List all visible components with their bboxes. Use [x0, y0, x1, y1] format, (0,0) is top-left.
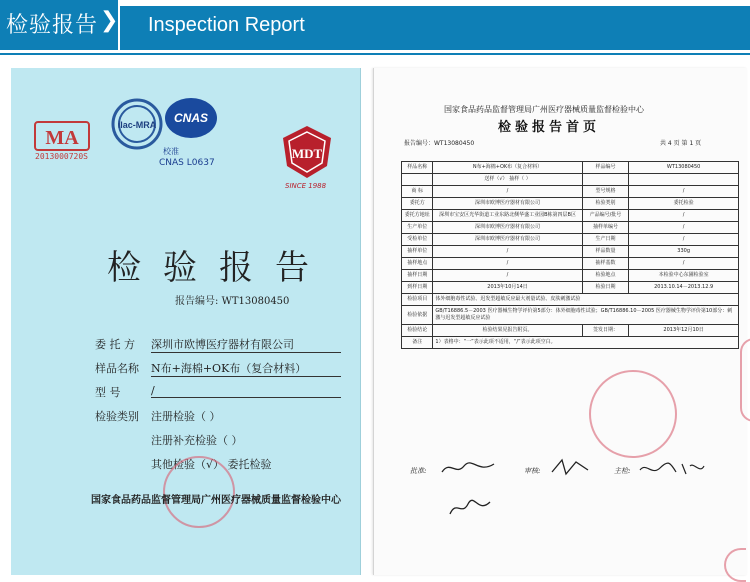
seam-stamp	[740, 338, 750, 422]
table-cell: 深圳市欧博医疗器材有限公司	[433, 222, 582, 234]
table-cell: /	[433, 270, 582, 282]
table-cell: 抽样单编号	[582, 222, 629, 234]
cma-logo-icon	[33, 118, 91, 154]
table-cell: 送样（√） 抽样（ ）	[433, 174, 582, 186]
table-row	[402, 210, 739, 222]
table-cell: 委托方地址	[402, 210, 433, 222]
banner-divider	[0, 53, 750, 55]
table-cell: 商 标	[402, 186, 433, 198]
report-table-body	[402, 162, 739, 349]
category-label: 检验类别	[95, 410, 139, 423]
page-title: 检验报告首页	[498, 120, 601, 135]
ilac-logo-text: ilac-MRA	[117, 120, 157, 130]
table-cell: 生产日期	[582, 234, 629, 246]
table-row	[402, 294, 739, 306]
approver-signature-icon	[438, 458, 498, 478]
table-cell	[629, 174, 739, 186]
cnas-logo-icon	[161, 94, 221, 144]
table-cell: 检验地点	[582, 270, 629, 282]
table-cell: /	[629, 258, 739, 270]
sign-review-label: 审核:	[524, 467, 541, 475]
table-cell: /	[629, 234, 739, 246]
model-text: /	[151, 384, 155, 397]
table-cell: 检验结论	[402, 325, 433, 337]
table-cell: 备注	[402, 337, 433, 349]
table-row	[402, 222, 739, 234]
cma-code: 2013000720S	[35, 152, 88, 161]
table-cell: 2013年10月14日	[433, 282, 582, 294]
page-count: 共 4 页 第 1 页	[660, 140, 702, 147]
table-cell: 生产单位	[402, 222, 433, 234]
cnas-logo-text: CNAS	[173, 111, 209, 125]
table-cell: 深圳市欧博医疗器材有限公司	[433, 234, 582, 246]
table-row	[402, 258, 739, 270]
table-cell: 型号规格	[582, 186, 629, 198]
banner-right-block	[120, 6, 750, 50]
table-cell: 检验日期	[582, 282, 629, 294]
table-cell: /	[629, 210, 739, 222]
sample-label: 样品名称	[95, 362, 139, 375]
table-cell: 抽样日期	[402, 270, 433, 282]
table-cell: 签发日期：	[582, 325, 629, 337]
page-report-number: 报告编号：WT13080450	[404, 140, 475, 147]
table-row	[402, 162, 739, 174]
client-value	[151, 336, 341, 353]
sample-value	[151, 360, 341, 377]
client-text: 深圳市欧博医疗器材有限公司	[151, 338, 294, 351]
table-cell: /	[433, 258, 582, 270]
report-number-label: 报告编号:	[175, 296, 219, 307]
table-cell: 深圳市欧博医疗器材有限公司	[433, 198, 582, 210]
table-row	[402, 198, 739, 210]
table-cell: 抽样单位	[402, 246, 433, 258]
mdt-since-label: SINCE 1988	[285, 182, 327, 190]
cnas-sub-label: 校准	[163, 147, 179, 156]
table-cell: 样品编号	[582, 162, 629, 174]
table-cell: 本检验中心东圃检验室	[629, 270, 739, 282]
table-cell: 委托方	[402, 198, 433, 210]
table-cell: 330g	[629, 246, 739, 258]
table-cell: 样品数量	[582, 246, 629, 258]
table-row	[402, 270, 739, 282]
table-cell: 检验项目	[402, 294, 433, 306]
cover-issuer: 国家食品药品监督管理局广州医疗器械质量监督检验中心	[91, 495, 341, 506]
table-row	[402, 186, 739, 198]
client-label: 委 托 方	[95, 338, 135, 351]
table-cell: 检验结果见报告附页。	[433, 325, 582, 337]
ilac-mra-logo-icon	[109, 96, 165, 152]
table-cell: 产品编号/批号	[582, 210, 629, 222]
sign-main-label: 主检:	[614, 467, 631, 475]
banner-title-en: Inspection Report	[148, 14, 305, 36]
table-cell: 1）表格中：“一”表示此项不适用，“/”表示此项空白。	[433, 337, 739, 349]
table-cell: /	[433, 186, 582, 198]
table-row	[402, 174, 739, 186]
table-cell: 抽样基数	[582, 258, 629, 270]
table-cell: /	[629, 222, 739, 234]
model-label: 型 号	[95, 386, 121, 399]
chevron-right-icon: ❯	[100, 8, 119, 33]
table-cell: 抽样地点	[402, 258, 433, 270]
page-organization: 国家食品药品监督管理局广州医疗器械质量监督检验中心	[444, 105, 644, 114]
table-cell: /	[433, 246, 582, 258]
sign-approve-label: 批准:	[410, 467, 427, 475]
table-row	[402, 282, 739, 294]
report-number-value: WT13080450	[221, 296, 290, 307]
category-registration: 注册检验（ ）	[151, 410, 221, 423]
table-cell: 检验类别	[582, 198, 629, 210]
table-cell: /	[629, 186, 739, 198]
table-cell: 2013.10.14－2013.12.9	[629, 282, 739, 294]
page-banner	[0, 0, 750, 50]
table-cell: 委托检验	[629, 198, 739, 210]
reviewer-signature-icon	[548, 456, 592, 478]
category-other: 其他检验（√） 委托检验	[151, 458, 272, 471]
table-cell: 2013年12月10日	[629, 325, 739, 337]
mdt-logo-icon	[277, 122, 337, 182]
sample-text: N布+海棉+OK布（复合材料）	[151, 362, 307, 375]
category-supplementary: 注册补充检验（ ）	[151, 434, 243, 447]
table-row	[402, 325, 739, 337]
table-row	[402, 337, 739, 349]
table-row	[402, 234, 739, 246]
table-cell: 体外细胞毒性试验、迟发型超敏反应最大剂量试验、皮肤刺激试验	[433, 294, 739, 306]
table-row	[402, 246, 739, 258]
table-cell: 检验依据	[402, 306, 433, 325]
table-row	[402, 306, 739, 325]
table-cell: 受检单位	[402, 234, 433, 246]
main-inspector-signature-icon	[636, 458, 706, 478]
table-cell: 到样日期	[402, 282, 433, 294]
cover-title: 检验报告	[107, 248, 331, 288]
cover-report-number	[175, 292, 289, 307]
table-cell: GB/T16886.5－2003 医疗器械生物学评价第5部分：体外细胞毒性试验；GB/T16886.10－2005 医疗器械生物学评价第10部分：刺激与迟发型超敏反应试验	[433, 306, 739, 325]
table-cell	[582, 174, 629, 186]
banner-title-cn: 检验报告	[6, 13, 99, 38]
table-cell: 样品名称	[402, 162, 433, 174]
report-table	[401, 161, 739, 349]
table-cell: WT13080450	[629, 162, 739, 174]
table-cell	[402, 174, 433, 186]
banner-left-block	[0, 0, 118, 50]
report-first-page	[373, 68, 747, 575]
table-cell: N布+海棉+OK布（复合材料）	[433, 162, 582, 174]
page-official-stamp	[589, 370, 677, 458]
bottom-seam-stamp	[724, 548, 746, 582]
cnas-number: CNAS L0637	[159, 158, 215, 168]
mdt-logo-text: MDT	[291, 146, 323, 161]
report-cover	[11, 68, 361, 575]
model-value	[151, 384, 341, 398]
cma-logo-text: MA	[45, 127, 79, 149]
inspector-signature-icon	[446, 496, 494, 520]
table-cell: 深圳市宝安区光华街道工业东路北侧华盛工业园B栋第四层B区	[433, 210, 582, 222]
